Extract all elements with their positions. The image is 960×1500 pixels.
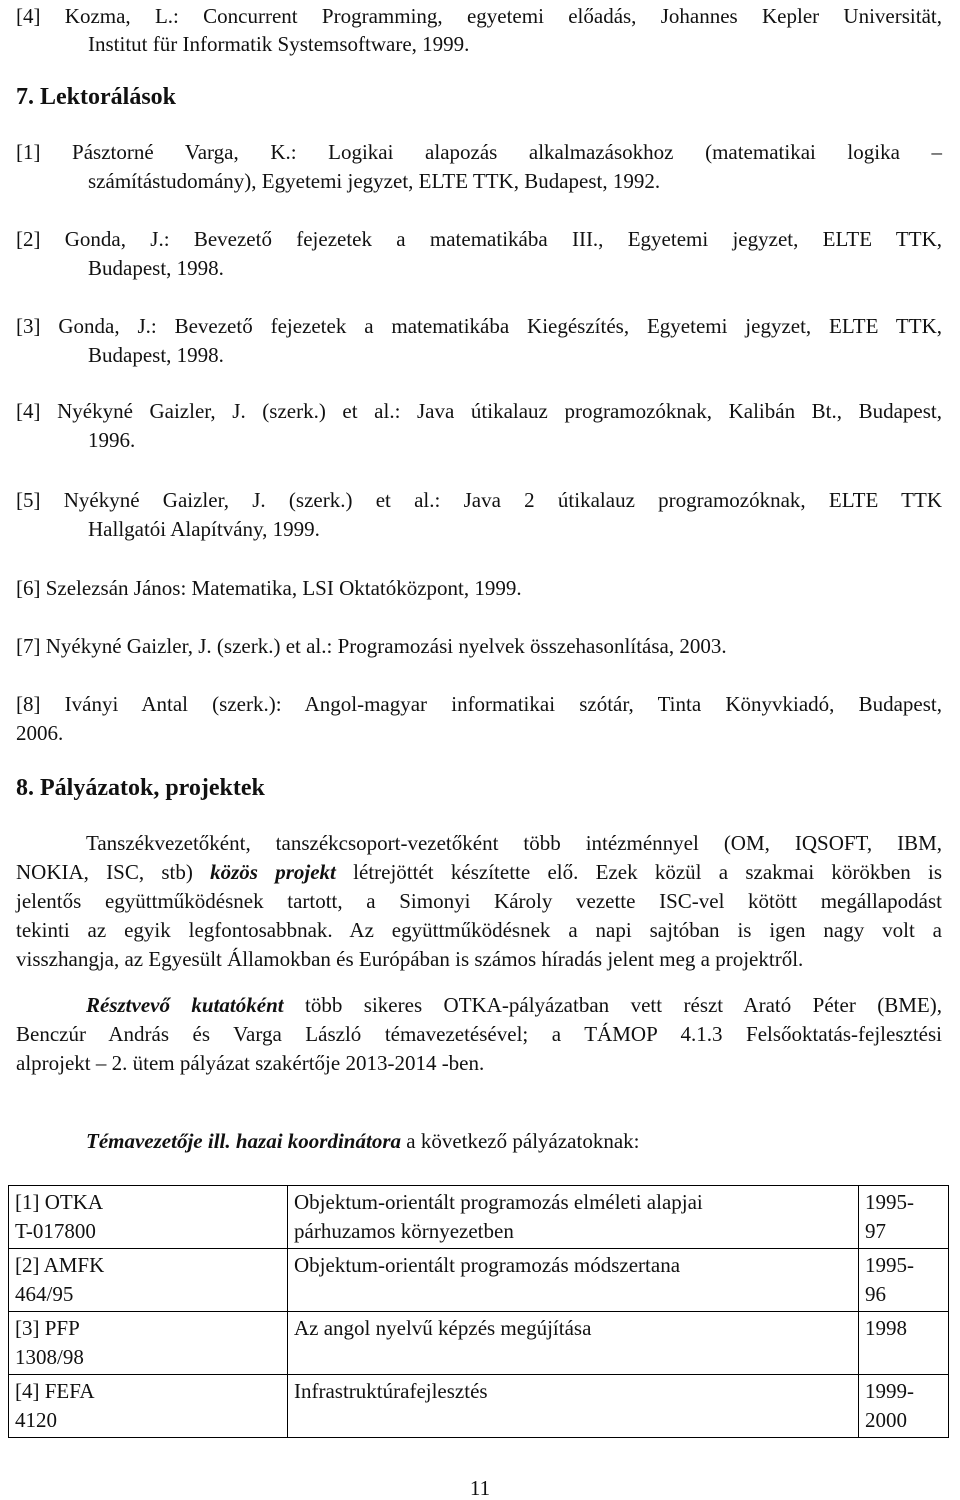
emphasis: Témavezetője ill. hazai koordinátora: [86, 1129, 401, 1153]
table-row: [9, 1312, 949, 1375]
project-title: Infrastruktúrafejlesztés: [288, 1375, 859, 1438]
reference-line: [4] Kozma, L.: Concurrent Programming, egyetemi előadás, Johannes Kepler Universität,: [16, 4, 942, 28]
reference-item-cont: Budapest, 1998.: [88, 343, 224, 367]
project-id: [3] PFP 1308/98: [9, 1312, 288, 1375]
reference-item: [6] Szelezsán János: Matematika, LSI Oktatóközpont, 1999.: [16, 576, 522, 600]
paragraph-line: Résztvevő kutatóként több sikeres OTKA-pályázatban vett részt Arató Péter (BME),: [86, 993, 942, 1017]
table-row: [9, 1375, 949, 1438]
paragraph-line: alprojekt – 2. ütem pályázat szakértője 2013-2014 -ben.: [16, 1051, 485, 1075]
project-title: Objektum-orientált programozás módszertana: [288, 1249, 859, 1312]
reference-item-cont: 2006.: [16, 721, 64, 745]
reference-item-cont: Budapest, 1998.: [88, 256, 224, 280]
reference-item: [1] Pásztorné Varga, K.: Logikai alapozás alkalmazásokhoz (matematikai logika –: [16, 140, 942, 164]
reference-item: [3] Gonda, J.: Bevezető fejezetek a matematikába Kiegészítés, Egyetemi jegyzet, ELTE TTK,: [16, 314, 942, 338]
section-heading: [16, 773, 265, 803]
paragraph-line: Tanszékvezetőként, tanszékcsoport-vezetőként több intézménnyel (OM, IQSOFT, IBM,: [86, 831, 942, 855]
paragraph-line: Témavezetője ill. hazai koordinátora a következő pályázatoknak:: [86, 1129, 640, 1153]
section-title: Pályázatok, projektek: [40, 775, 265, 801]
reference-item: [2] Gonda, J.: Bevezető fejezetek a matematikába III., Egyetemi jegyzet, ELTE TTK,: [16, 227, 942, 251]
page-number: 11: [469, 1476, 491, 1500]
reference-line: Institut für Informatik Systemsoftware, 1999.: [88, 32, 470, 56]
paragraph-line: Benczúr András és Varga László témavezetésével; a TÁMOP 4.1.3 Felsőoktatás-fejlesztési: [16, 1022, 942, 1046]
project-id: [2] AMFK 464/95: [9, 1249, 288, 1312]
paragraph-line: NOKIA, ISC, stb) közös projekt létrejöttét készítette elő. Ezek közül a szakmai körökben is: [16, 860, 942, 884]
project-years: 1998: [859, 1312, 949, 1375]
reference-item: [7] Nyékyné Gaizler, J. (szerk.) et al.: Programozási nyelvek összehasonlítása, 2003.: [16, 634, 727, 658]
section-heading: 7. Lektorálások: [16, 84, 177, 110]
project-years: 1995- 96: [859, 1249, 949, 1312]
emphasis: Résztvevő kutatóként: [86, 993, 284, 1017]
project-id: [4] FEFA 4120: [9, 1375, 288, 1438]
table-row: [9, 1249, 949, 1312]
emphasis: közös projekt: [210, 860, 336, 884]
project-title: Objektum-orientált programozás elméleti alapjai párhuzamos környezetben: [288, 1186, 859, 1249]
paragraph-line: jelentős együttműködésnek tartott, a Simonyi Károly vezette ISC-vel kötött megállapodást: [16, 889, 942, 913]
reference-item-cont: Hallgatói Alapítvány, 1999.: [88, 517, 320, 541]
reference-item: [8] Iványi Antal (szerk.): Angol-magyar informatikai szótár, Tinta Könyvkiadó, Budapest,: [16, 692, 942, 716]
project-years: 1999- 2000: [859, 1375, 949, 1438]
table-row: [9, 1186, 949, 1249]
section-number: 8.: [16, 775, 34, 801]
project-id: [1] OTKA T-017800: [9, 1186, 288, 1249]
paragraph-line: visszhangja, az Egyesült Államokban és Európában is számos híradás jelent meg a projektről.: [16, 947, 804, 971]
reference-item: [4] Nyékyné Gaizler, J. (szerk.) et al.: Java útikalauz programozóknak, Kalibán Bt., Budapest,: [16, 399, 942, 423]
project-title: Az angol nyelvű képzés megújítása: [288, 1312, 859, 1375]
reference-item-cont: 1996.: [88, 428, 136, 452]
project-years: 1995- 97: [859, 1186, 949, 1249]
reference-item: [5] Nyékyné Gaizler, J. (szerk.) et al.: Java 2 útikalauz programozóknak, ELTE TTK: [16, 488, 942, 512]
projects-table: [8, 1185, 949, 1438]
reference-item-cont: számítástudomány), Egyetemi jegyzet, ELTE TTK, Budapest, 1992.: [88, 169, 661, 193]
paragraph-line: tekinti az egyik legfontosabbnak. Az együttműködésnek a napi sajtóban is igen nagy volt a: [16, 918, 942, 942]
